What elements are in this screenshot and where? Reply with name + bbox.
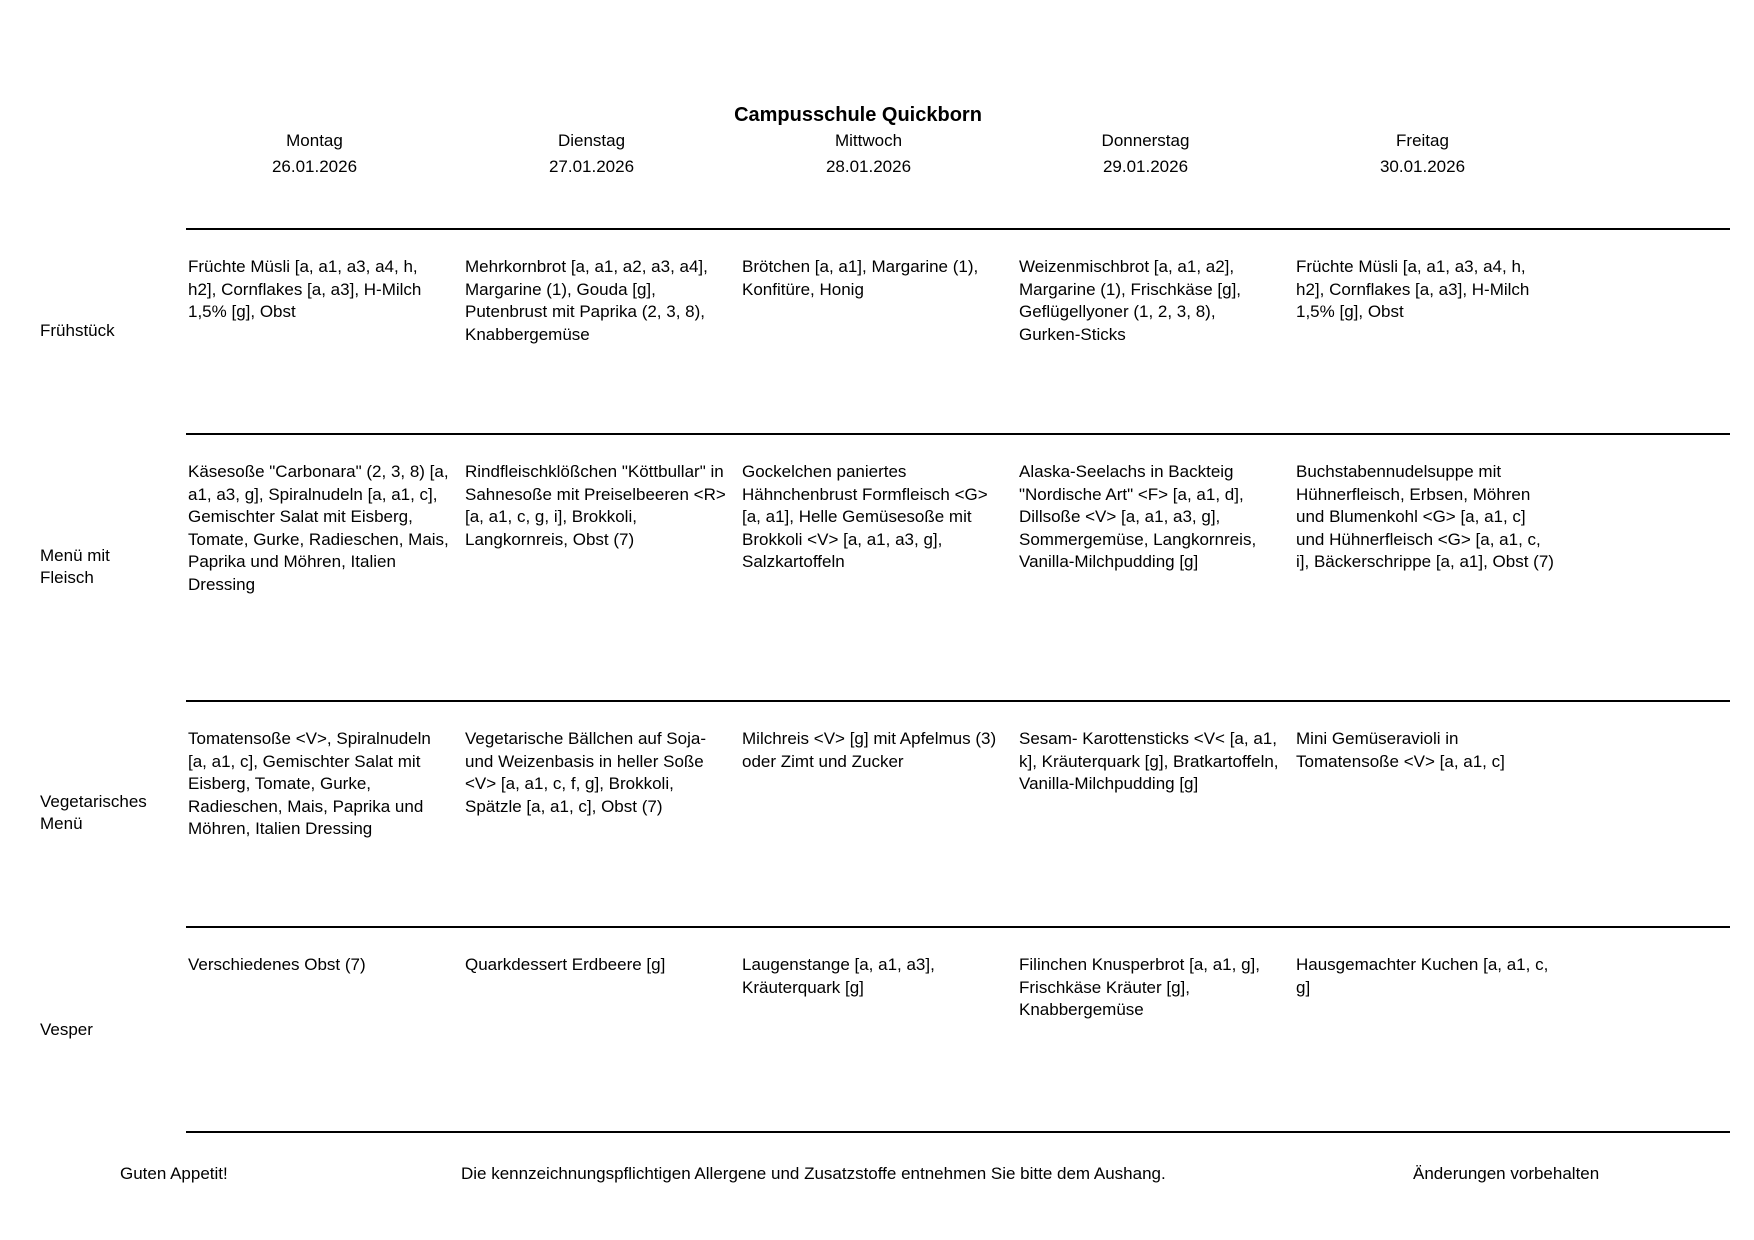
- footer-allergen-note: Die kennzeichnungspflichtigen Allergene und Zusatzstoffe entnehmen Sie bitte dem Aushang.: [461, 1164, 1166, 1183]
- day-name: Donnerstag: [1101, 131, 1190, 150]
- cell-meat-wed: Gockelchen paniertes Hähnchenbrust Formfleisch <G> [a, a1], Helle Gemüsesoße mit Brokkoli <V> [a, a1, a3, g], Salzkartoffeln: [740, 433, 1017, 700]
- cell-breakfast-fri: Früchte Müsli [a, a1, a3, a4, h, h2], Cornflakes [a, a3], H-Milch 1,5% [g], Obst: [1294, 228, 1571, 433]
- cell-vesper-mon: Verschiedenes Obst (7): [186, 926, 463, 1133]
- cell-veggie-thu: Sesam- Karottensticks <V< [a, a1, k], Kräuterquark [g], Bratkartoffeln, Vanilla-Milchpudding [g]: [1017, 700, 1294, 926]
- cell-vesper-thu: Filinchen Knusperbrot [a, a1, g], Frischkäse Kräuter [g], Knabbergemüse: [1017, 926, 1294, 1133]
- row-label-breakfast: Frühstück: [40, 320, 115, 340]
- cell-veggie-tue: Vegetarische Bällchen auf Soja- und Weizenbasis in heller Soße <V> [a, a1, c, f, g], Brokkoli, Spätzle [a, a1, c], Obst (7): [463, 700, 740, 926]
- day-header-mon: [186, 0, 463, 228]
- day-name: Freitag: [1396, 131, 1449, 150]
- footer-changes-note: Änderungen vorbehalten: [1413, 1164, 1600, 1183]
- day-date: 26.01.2026: [271, 157, 358, 176]
- cell-vesper-wed: Laugenstange [a, a1, a3], Kräuterquark [g]: [740, 926, 1017, 1133]
- table-bottom-rule: [186, 1131, 1730, 1133]
- cell-vesper-fri: Hausgemachter Kuchen [a, a1, c, g]: [1294, 926, 1571, 1133]
- cell-breakfast-mon: Früchte Müsli [a, a1, a3, a4, h, h2], Cornflakes [a, a3], H-Milch 1,5% [g], Obst: [186, 228, 463, 433]
- day-name: Dienstag: [557, 131, 626, 150]
- day-header-fri: [1294, 0, 1571, 228]
- cell-veggie-fri: Mini Gemüseravioli in Tomatensoße <V> [a, a1, c]: [1294, 700, 1571, 926]
- cell-vesper-tue: Quarkdessert Erdbeere [g]: [463, 926, 740, 1133]
- cell-veggie-mon: Tomatensoße <V>, Spiralnudeln [a, a1, c], Gemischter Salat mit Eisberg, Tomate, Gurke, Radieschen, Mais, Paprika und Möhren, Italien Dressing: [186, 700, 463, 926]
- day-date: 30.01.2026: [1379, 157, 1466, 176]
- cell-meat-tue: Rindfleischklößchen "Köttbullar" in Sahnesoße mit Preiselbeeren <R> [a, a1, c, g, i], Brokkoli, Langkornreis, Obst (7): [463, 433, 740, 700]
- row-label-veggie-menu: Vegetarisches Menü: [40, 792, 147, 833]
- page-title: Campusschule Quickborn: [734, 104, 982, 126]
- day-date: 29.01.2026: [1102, 157, 1189, 176]
- cell-breakfast-tue: Mehrkornbrot [a, a1, a2, a3, a4], Margarine (1), Gouda [g], Putenbrust mit Paprika (2, 3, 8), Knabbergemüse: [463, 228, 740, 433]
- row-filler: [1571, 926, 1730, 1133]
- day-date: 28.01.2026: [825, 157, 912, 176]
- day-date: 27.01.2026: [548, 157, 635, 176]
- cell-breakfast-wed: Brötchen [a, a1], Margarine (1), Konfitüre, Honig: [740, 228, 1017, 433]
- header-spacer: [0, 0, 186, 228]
- footer-bon-appetit: Guten Appetit!: [120, 1164, 228, 1183]
- row-filler: [1571, 433, 1730, 700]
- day-name: Mittwoch: [834, 131, 903, 150]
- cell-veggie-wed: Milchreis <V> [g] mit Apfelmus (3) oder Zimt und Zucker: [740, 700, 1017, 926]
- row-label-vesper: Vesper: [40, 1019, 93, 1039]
- day-name: Montag: [286, 131, 343, 150]
- cell-meat-fri: Buchstabennudelsuppe mit Hühnerfleisch, Erbsen, Möhren und Blumenkohl <G> [a, a1, c] und Hühnerfleisch <G> [a, a1, c, i], Bäckerschrippe [a, a1], Obst (7): [1294, 433, 1571, 700]
- day-header-thu: [1017, 0, 1294, 228]
- cell-meat-mon: Käsesoße "Carbonara" (2, 3, 8) [a, a1, a3, g], Spiralnudeln [a, a1, c], Gemischter Salat mit Eisberg, Tomate, Gurke, Radieschen, Mais, Paprika und Möhren, Italien Dressing: [186, 433, 463, 700]
- day-header-tue: [463, 0, 740, 228]
- row-filler: [1571, 700, 1730, 926]
- row-label-meat-menu: Menü mit Fleisch: [40, 545, 110, 587]
- day-header-wed: [740, 0, 1017, 228]
- header-filler: [1571, 0, 1730, 228]
- cell-meat-thu: Alaska-Seelachs in Backteig "Nordische Art" <F> [a, a1, d], Dillsoße <V> [a, a1, a3, g], Sommergemüse, Langkornreis, Vanilla-Milchpudding [g]: [1017, 433, 1294, 700]
- cell-breakfast-thu: Weizenmischbrot [a, a1, a2], Margarine (1), Frischkäse [g], Geflügellyoner (1, 2, 3, 8), Gurken-Sticks: [1017, 228, 1294, 433]
- row-filler: [1571, 228, 1730, 433]
